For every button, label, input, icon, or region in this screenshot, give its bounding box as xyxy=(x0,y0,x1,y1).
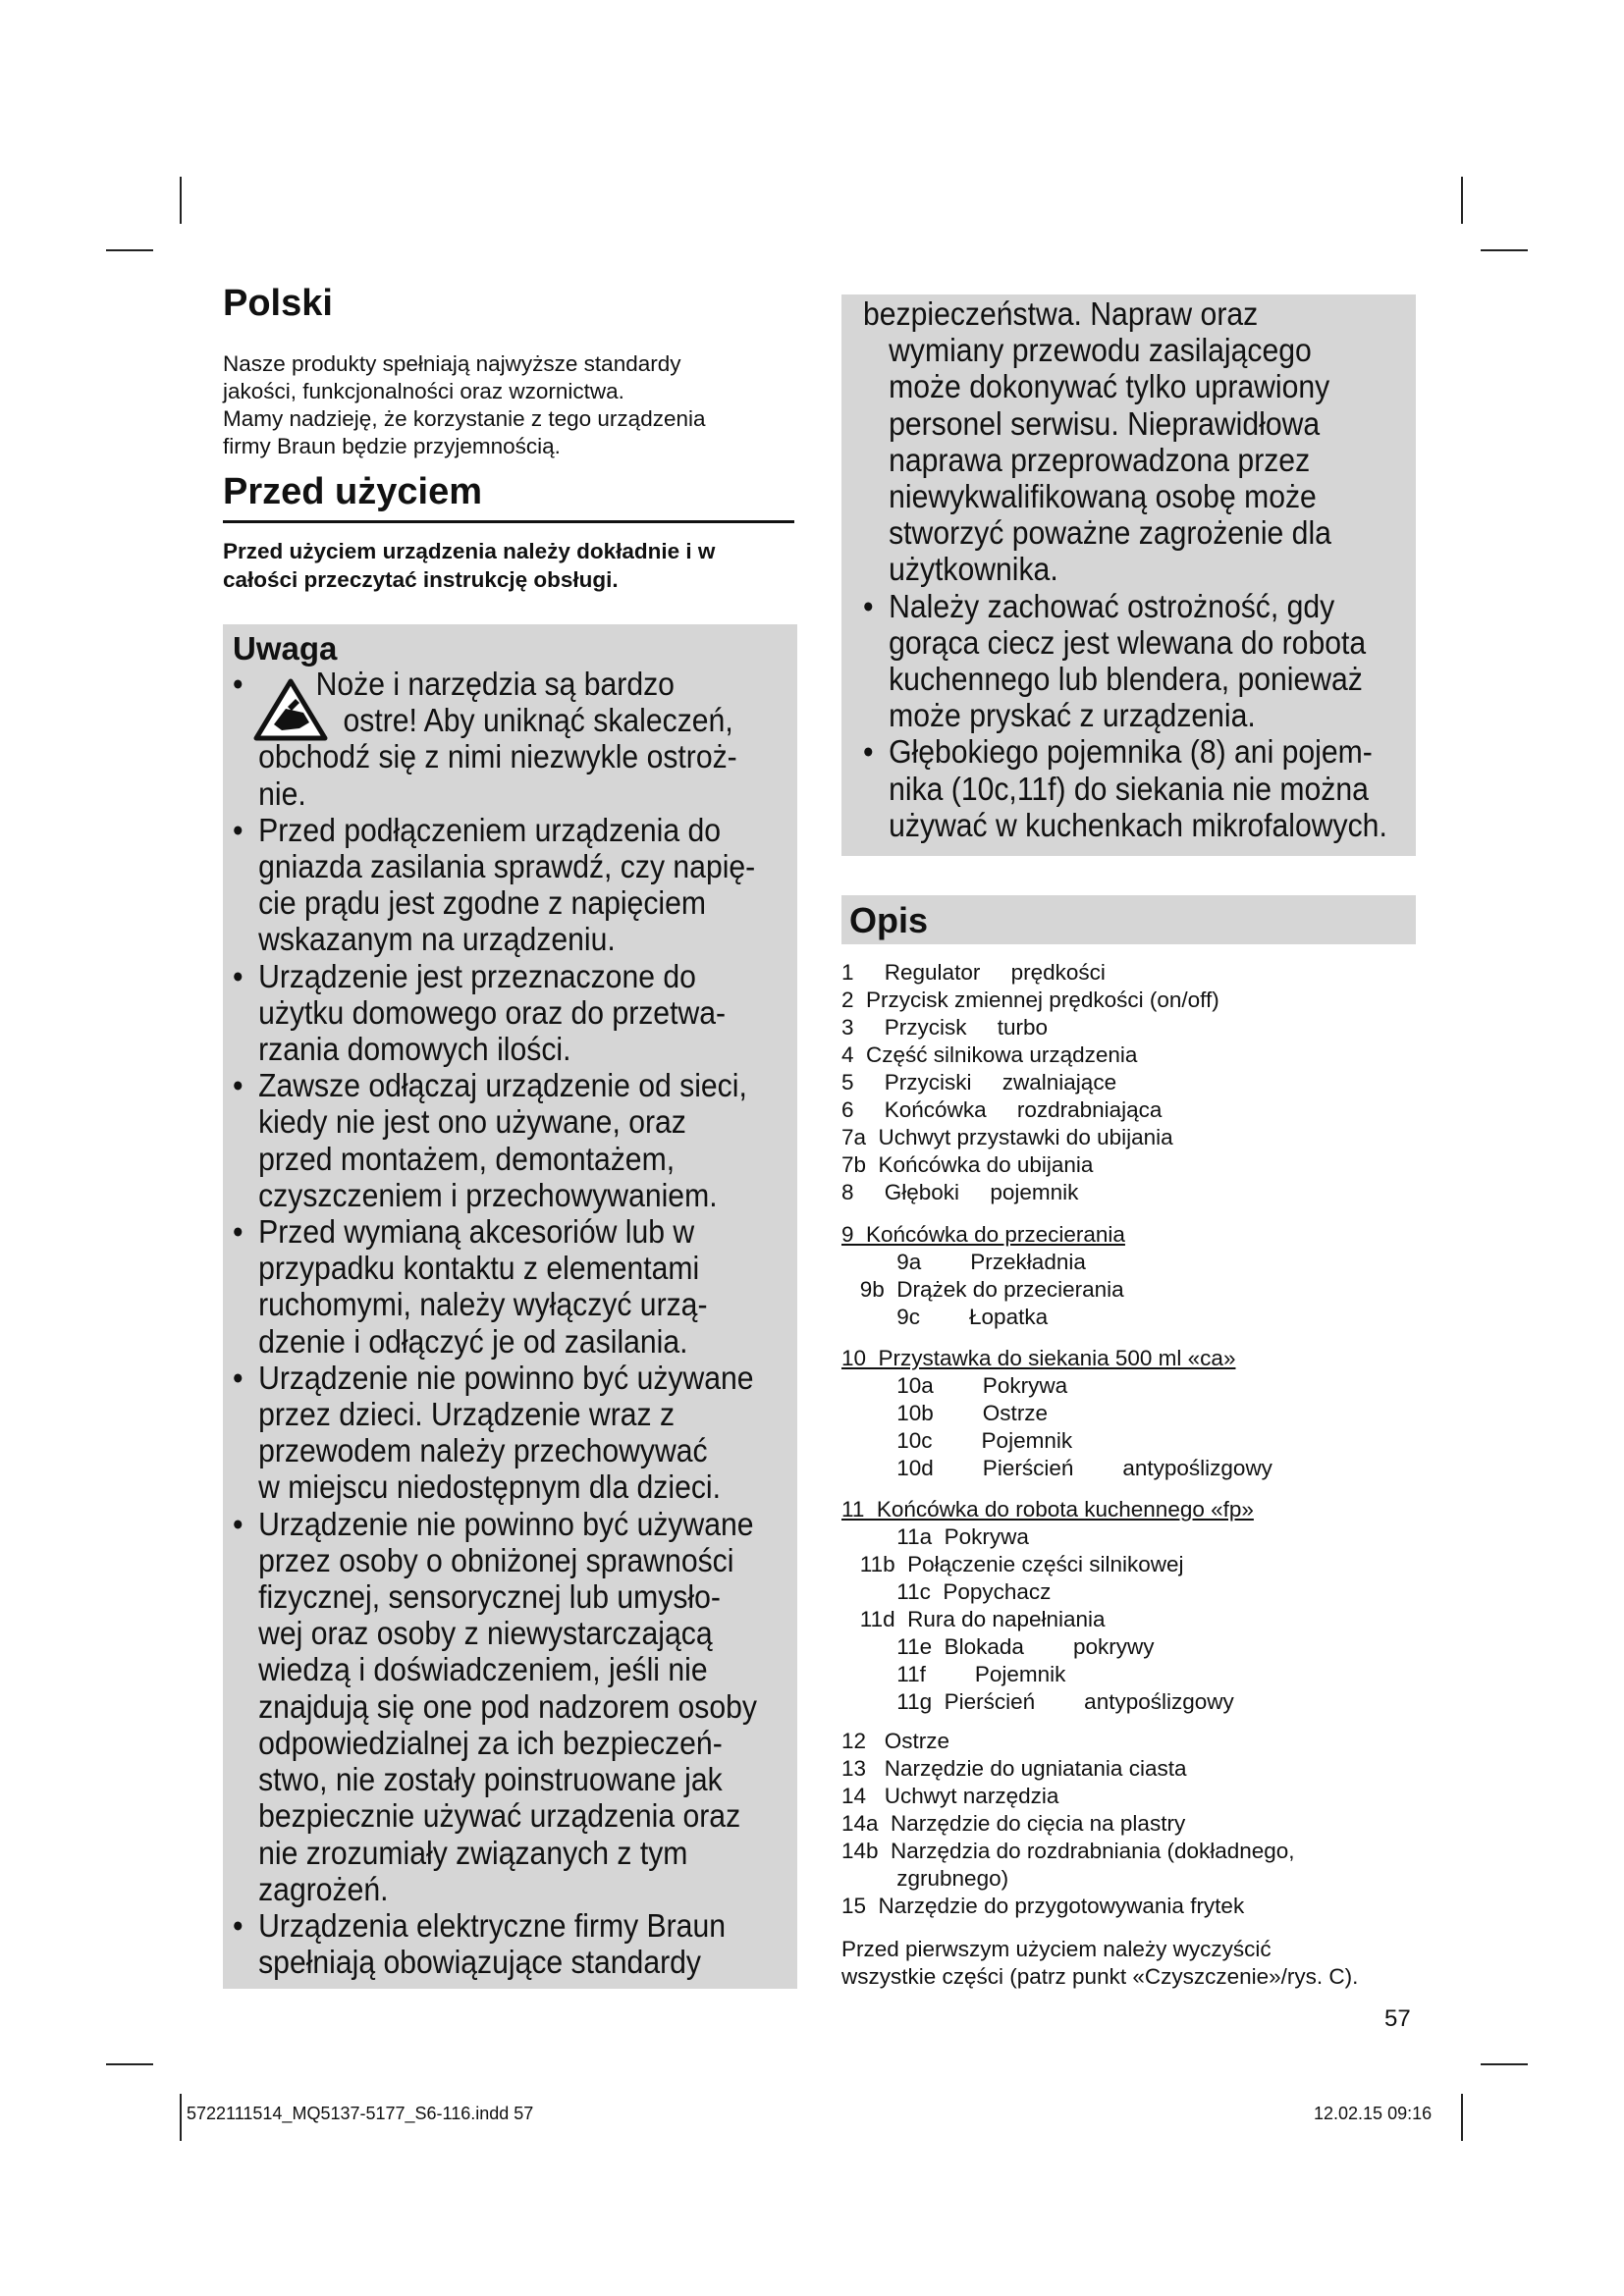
before-use-instruction: Przed użyciem urządzenia należy dokładnie i w całości przeczytać instrukcję obsługi. xyxy=(223,539,716,592)
crop-mark xyxy=(106,249,153,251)
warning-box xyxy=(223,624,797,1989)
first-use-note: Przed pierwszym użyciem należy wyczyścić wszystkie części (patrz punkt «Czyszczenie»/rys. C). xyxy=(841,1937,1359,1989)
parts-list-group-3: 10 Przystawka do siekania 500 ml «ca» 10a Pokrywa 10b Ostrze 10c Pojemnik 10d Pierścień antypoślizgowy xyxy=(841,1346,1272,1480)
page-number: 57 xyxy=(1384,2005,1411,2032)
heading-rule xyxy=(223,520,794,523)
crop-mark xyxy=(1461,177,1463,224)
crop-mark xyxy=(180,2094,182,2141)
crop-mark xyxy=(106,2063,153,2065)
intro-paragraph: Nasze produkty spełniają najwyższe standardy jakości, funkcjonalności oraz wzornictwa. Mamy nadzieję, że korzystanie z tego urządzenia firmy Braun będzie przyjemnością. xyxy=(223,351,706,458)
section-heading-before-use: Przed użyciem xyxy=(223,471,482,512)
crop-mark xyxy=(1481,249,1528,251)
warning-list: • Noże i narzędzia są bardzo ostre! Aby uniknąć skaleczeń, obchodź się z nimi niezwykle ostroż- nie. • Przed podłączeniem urządzenia do gniazda zasilania sprawdź, czy napię- cie prądu jest zgodne z napięciem wskazanym na urządzeniu. • Urządzenie jest przeznaczone do użytku domowego oraz do przetwa- rzania domowych ilości. • Zawsze odłączaj urządzenie od sieci, kiedy nie jest ono używane, oraz przed montażem, demontażem, czyszczeniem i przechowywaniem. • Przed wymianą akcesoriów lub w przypadku kontaktu z elementami ruchomymi, należy wyłączyć urzą- dzenie i odłączyć je od zasilania. • Urządzenie nie powinno być używane przez dzieci. Urządzenie wraz z przewodem należy przechowywać w miejscu niedostępnym dla dzieci. • Urządzenie nie powinno być używane przez osoby o obniżonej sprawności fizycznej, sensorycznej lub umysło- wej oraz osoby z niewystarczającą wiedzą i doświadczeniem, jeśli nie znajdują się one pod nadzorem osoby odpowiedzialnej za ich bezpieczeń- stwo, nie zostały poinstruowane jak bezpiecznie używać urządzenia oraz nie zrozumiały związanych z tym zagrożeń. • Urządzenia elektryczne firmy Braun spełniają obowiązujące standardy xyxy=(233,667,757,1982)
language-heading: Polski xyxy=(223,283,333,324)
parts-list-group-5: 12 Ostrze 13 Narzędzie do ugniatania ciasta 14 Uchwyt narzędzia 14a Narzędzie do cięcia na plastry 14b Narzędzia do rozdrabniania (dokładnego, zgrubnego) 15 Narzędzie do przygotowywania frytek xyxy=(841,1729,1295,1918)
list-item: • Urządzenie nie powinno być używane xyxy=(233,1506,754,1543)
crop-mark xyxy=(1481,2063,1528,2065)
description-heading-bar xyxy=(841,895,1416,944)
list-item: • Urządzenia elektryczne firmy Braun xyxy=(233,1907,726,1945)
warning-box-continued xyxy=(841,294,1416,856)
list-item: • Głębokiego pojemnika (8) ani pojem- xyxy=(863,734,1373,772)
list-item: • Urządzenie jest przeznaczone do xyxy=(233,958,696,995)
list-item: • Urządzenie nie powinno być używane xyxy=(233,1360,754,1397)
crop-mark xyxy=(1461,2094,1463,2141)
list-item: • Noże i narzędzia są bardzo xyxy=(233,667,675,703)
parts-list-group-4: 11 Końcówka do robota kuchennego «fp» 11a Pokrywa 11b Połączenie części silnikowej 11c Popychacz 11d Rura do napełniania 11e Blokada pokrywy 11f Pojemnik 11g Pierścień antypoślizgowy xyxy=(841,1497,1254,1714)
list-item: • Zawsze odłączaj urządzenie od sieci, xyxy=(233,1068,747,1105)
crop-mark xyxy=(180,177,182,224)
parts-list-group-2: 9 Końcówka do przecierania 9a Przekładnia 9b Drążek do przecierania 9c Łopatka xyxy=(841,1222,1125,1329)
warning-title: Uwaga xyxy=(233,630,338,667)
parts-list-group-1: 1 Regulator prędkości 2 Przycisk zmiennej prędkości (on/off) 3 Przycisk turbo 4 Część silnikowa urządzenia 5 Przyciski zwalniające 6 Końcówka rozdrabniająca 7a Uchwyt przystawki do ubijania 7b Końcówka do ubijania 8 Głęboki pojemnik xyxy=(841,960,1219,1204)
warning-list-continued: bezpieczeństwa. Napraw oraz wymiany przewodu zasilającego może dokonywać tylko uprawiony personel serwisu. Nieprawidłowa naprawa przeprowadzona przez niewykwalifikowaną osobę może stworzyć poważne zagrożenie dla użytkownika. • Należy zachować ostrożność, gdy gorąca ciecz jest wlewana do robota kuchennego lub blendera, ponieważ może pryskać z urządzenia. • Głębokiego pojemnika (8) ani pojem- nika (10c,11f) do siekania nie można używać w kuchenkach mikrofalowych. xyxy=(863,296,1393,844)
list-item: • Przed podłączeniem urządzenia do xyxy=(233,812,722,849)
list-item: • Należy zachować ostrożność, gdy xyxy=(863,588,1335,625)
print-slug-file: 5722111514_MQ5137-5177_S6-116.indd 57 xyxy=(187,2104,534,2123)
print-slug-date: 12.02.15 09:16 xyxy=(1314,2104,1433,2123)
list-item: • Przed wymianą akcesoriów lub w xyxy=(233,1214,695,1252)
description-heading: Opis xyxy=(849,900,929,940)
